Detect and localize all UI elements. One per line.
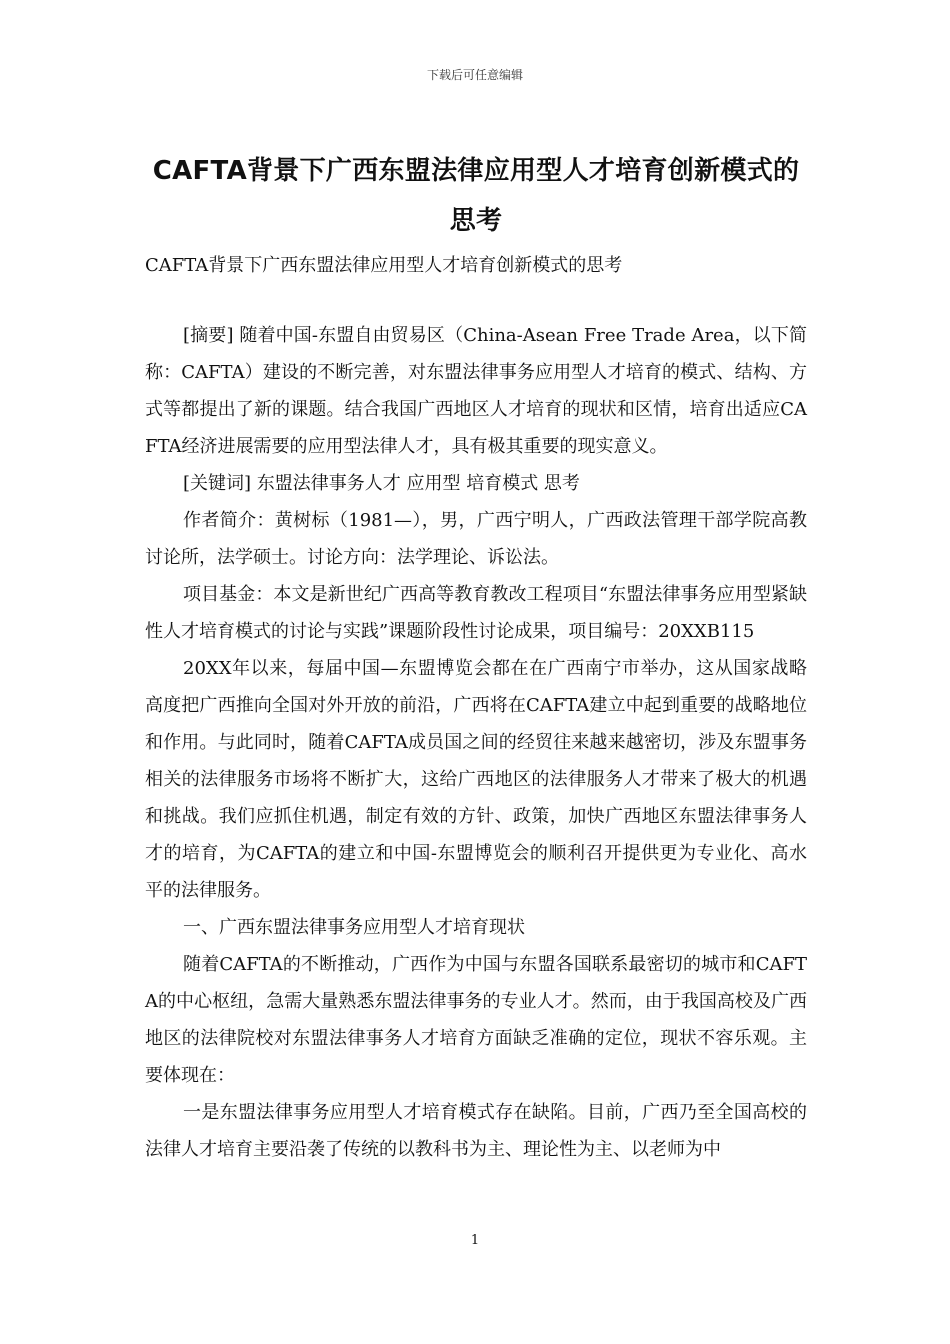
page-number: 1: [470, 1233, 480, 1248]
keywords-paragraph: [关键词] 东盟法律事务人才 应用型 培育模式 思考: [183, 473, 580, 494]
section-paragraph-2: 一是东盟法律事务应用型人才培育模式存在缺陷。目前，广西乃至全国高校的法律人才培育主要沿袭了传统的以教科书为主、理论性为主、以老师为中: [145, 1102, 807, 1160]
document-subtitle: CAFTA背景下广西东盟法律应用型人才培育创新模式的思考: [145, 255, 623, 276]
intro-paragraph: 20XX年以来，每届中国—东盟博览会都在在广西南宁市举办，这从国家战略高度把广西推向全国对外开放的前沿，广西将在CAFTA建立中起到重要的战略地位和作用。与此同时，随着CAFTA成员国之间的经贸往来越来越密切，涉及东盟事务相关的法律服务市场将不断扩大，这给广西地区的法律服务人才带来了极大的机遇和挑战。我们应抓住机遇，制定有效的方针、政策，加快广西地区东盟法律事务人才的培育，为CAFTA的建立和中国-东盟博览会的顺利召开提供更为专业化、高水平的法律服务。: [145, 658, 807, 901]
project-fund-paragraph: 项目基金：本文是新世纪广西高等教育教改工程项目“东盟法律事务应用型紧缺性人才培育模式的讨论与实践”课题阶段性讨论成果，项目编号：20XXB115: [145, 584, 807, 642]
section-paragraph-1: 随着CAFTA的不断推动，广西作为中国与东盟各国联系最密切的城市和CAFTA的中心枢纽，急需大量熟悉东盟法律事务的专业人才。然而，由于我国高校及广西地区的法律院校对东盟法律事务人才培育方面缺乏准确的定位，现状不容乐观。主要体现在：: [145, 954, 807, 1086]
header-note: 下载后可任意编辑: [426, 68, 523, 82]
document-body: [145, 247, 807, 1168]
section-heading-1: 一、广西东盟法律事务应用型人才培育现状: [183, 917, 525, 938]
author-bio-paragraph: 作者简介：黄树标（1981—），男，广西宁明人，广西政法管理干部学院高教讨论所，法学硕士。讨论方向：法学理论、诉讼法。: [145, 510, 807, 568]
abstract-paragraph: [摘要] 随着中国-东盟自由贸易区（China-Asean Free Trade Area，以下简称：CAFTA）建设的不断完善，对东盟法律事务应用型人才培育的模式、结构、方式等都提出了新的课题。结合我国广西地区人才培育的现状和区情，培育出适应CAFTA经济进展需要的应用型法律人才，具有极其重要的现实意义。: [145, 325, 807, 457]
document-title: CAFTA背景下广西东盟法律应用型人才培育创新模式的思考: [152, 156, 800, 236]
